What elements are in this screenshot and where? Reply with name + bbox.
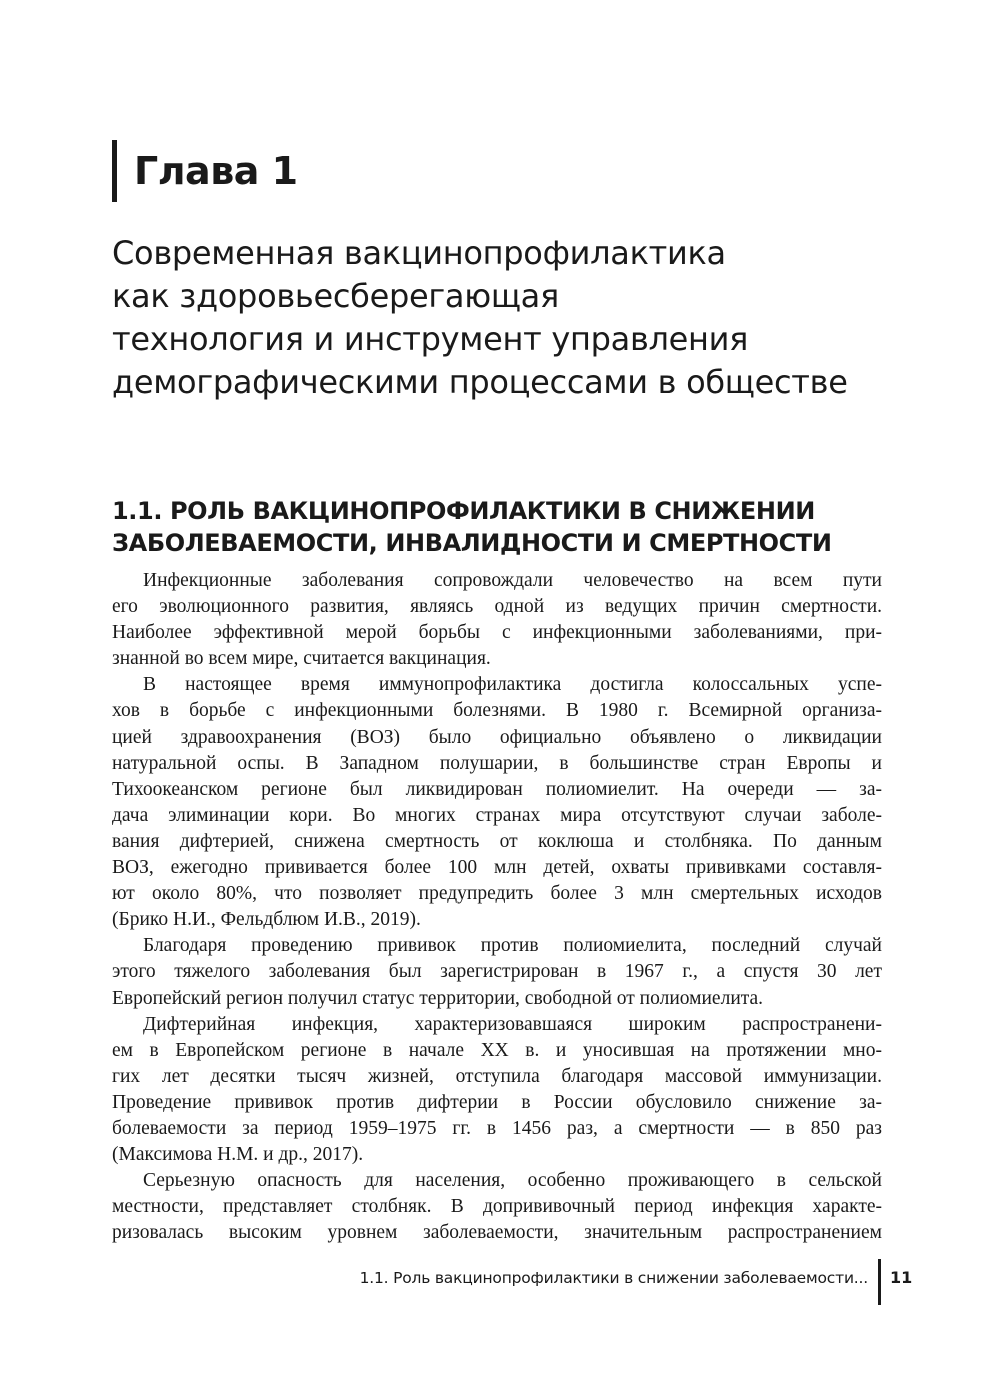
text-line: ем в Европейском регионе в начале XX в. и уносившая на протяжении мно-: [112, 1039, 882, 1061]
text-line: хов в борьбе с инфекционными болезнями. В 1980 г. Всемирной организа-: [112, 700, 882, 722]
chapter-marker-bar: [112, 140, 117, 202]
paragraph: [112, 568, 882, 672]
page-number: 11: [890, 1268, 913, 1287]
chapter-title: [112, 232, 912, 404]
section-heading: [112, 495, 902, 559]
chapter-title-line: демографическими процессами в обществе: [112, 363, 848, 401]
text-line: гих лет десятки тысяч жизней, отступила благодаря массовой иммунизации.: [112, 1065, 882, 1087]
text-line: ВОЗ, ежегодно прививается более 100 млн детей, охваты прививками составля-: [112, 857, 882, 879]
chapter-title-line: Современная вакцинопрофилактика: [112, 234, 726, 272]
text-line: Тихоокеанском регионе был ликвидирован полиомиелит. На очереди — за-: [112, 778, 882, 800]
paragraph: [112, 1168, 882, 1246]
text-line: этого тяжелого заболевания был зарегистрирован в 1967 г., а спустя 30 лет: [112, 961, 882, 983]
paragraph: [112, 933, 882, 1011]
running-title: 1.1. Роль вакцинопрофилактики в снижении заболеваемости...: [359, 1269, 868, 1287]
text-line: местности, представляет столбняк. В допрививочный период инфекция характе-: [112, 1196, 882, 1218]
text-line: знанной во всем мире, считается вакцинация.: [112, 648, 491, 670]
text-line: В настоящее время иммунопрофилактика достигла колоссальных успе-: [143, 674, 882, 696]
section-heading-line: ЗАБОЛЕВАЕМОСТИ, ИНВАЛИДНОСТИ И СМЕРТНОСТИ: [112, 529, 832, 557]
text-line: Наиболее эффективной мерой борьбы с инфекционными заболеваниями, при-: [112, 622, 882, 644]
text-line: Благодаря проведению прививок против полиомиелита, последний случай: [143, 935, 882, 957]
text-line: цией здравоохранения (ВОЗ) было официально объявлено о ликвидации: [112, 726, 882, 748]
text-line: Европейский регион получил статус территории, свободной от полиомиелита.: [112, 987, 764, 1009]
text-line: дача элиминации кори. Во многих странах мира отсутствуют случаи заболе-: [112, 804, 882, 826]
paragraph: [112, 1012, 882, 1169]
text-line: Проведение прививок против дифтерии в России обусловило снижение за-: [112, 1091, 882, 1113]
chapter-title-line: как здоровьесберегающая: [112, 277, 559, 315]
text-line: его эволюционного развития, являясь одной из ведущих причин смертности.: [112, 596, 882, 618]
text-line: (Брико Н.И., Фельдблюм И.В., 2019).: [112, 909, 421, 931]
body-text: [112, 568, 882, 1246]
text-line: вания дифтерией, снижена смертность от коклюша и столбняка. По данным: [112, 830, 882, 852]
text-line: болеваемости за период 1959–1975 гг. в 1456 раз, а смертности — в 850 раз: [112, 1117, 882, 1139]
chapter-title-line: технология и инструмент управления: [112, 320, 749, 358]
text-line: Инфекционные заболевания сопровождали человечество на всем пути: [143, 570, 882, 591]
footer-separator: [878, 1259, 881, 1305]
text-line: натуральной оспы. В Западном полушарии, в большинстве стран Европы и: [112, 752, 882, 774]
text-line: ризовалась высоким уровнем заболеваемости, значительным распространением: [112, 1222, 882, 1244]
chapter-label: Глава 1: [134, 149, 298, 193]
text-line: (Максимова Н.М. и др., 2017).: [112, 1144, 364, 1166]
section-heading-line: 1.1. РОЛЬ ВАКЦИНОПРОФИЛАКТИКИ В СНИЖЕНИИ: [112, 497, 815, 525]
text-line: ют около 80%, что позволяет предупредить более 3 млн смертельных исходов: [112, 883, 882, 905]
paragraph: [112, 672, 882, 933]
text-line: Дифтерийная инфекция, характеризовавшаяся широким распространени-: [143, 1013, 882, 1035]
text-line: Серьезную опасность для населения, особенно проживающего в сельской: [143, 1170, 882, 1192]
